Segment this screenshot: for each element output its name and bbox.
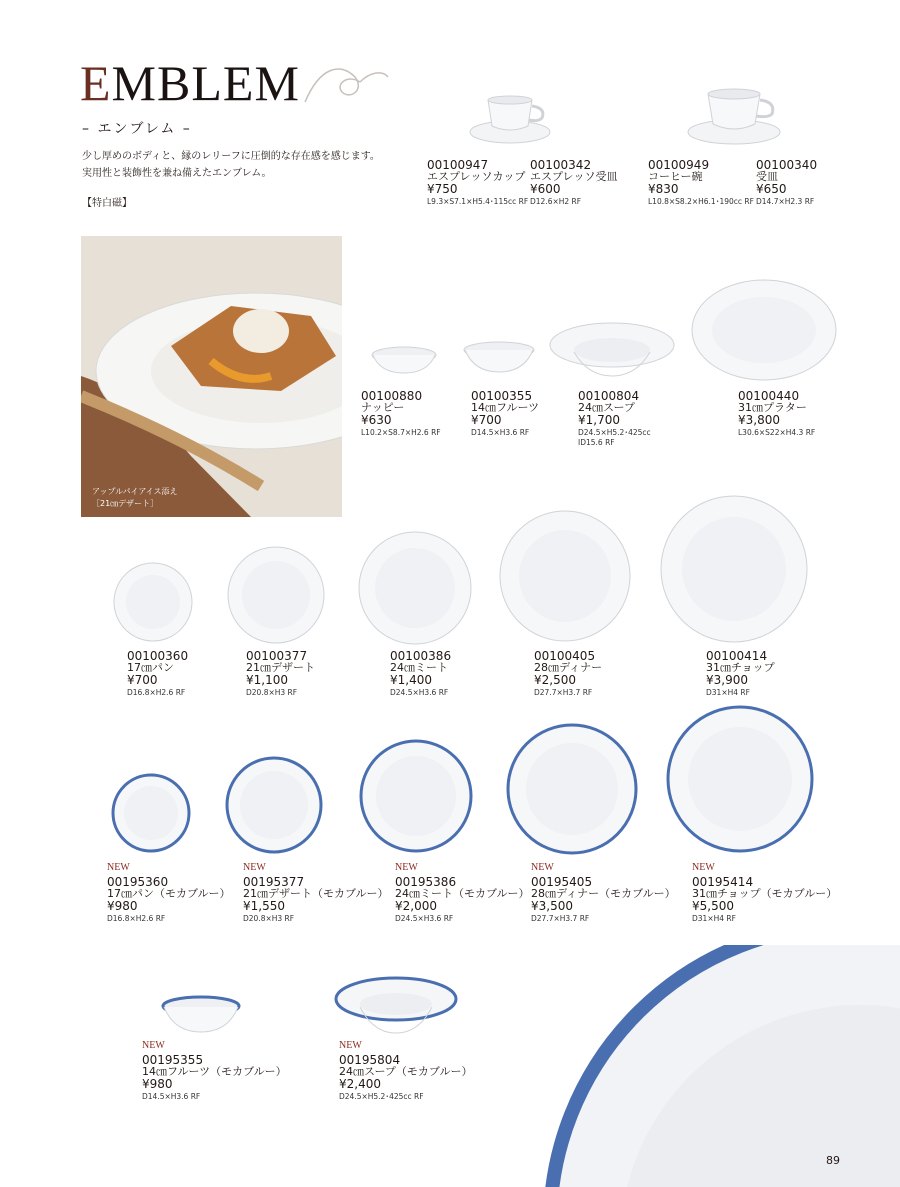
product-label (427, 159, 528, 207)
moka-plate-28cm-image (505, 722, 639, 856)
product-name: ナッピー (361, 401, 405, 414)
product-price: ¥630 (361, 413, 392, 427)
product-price: ¥750 (427, 182, 458, 196)
product-code: 00100880 (361, 389, 423, 403)
moka-plate-31cm-image (665, 704, 815, 854)
product-name: 31㎝プラター (738, 401, 807, 414)
page-title (80, 55, 300, 111)
description-line: 少し厚めのボディと、縁のレリーフに圧倒的な存在感を感じます。 (82, 151, 380, 162)
product-dims: L30.6×S22×H4.3 RF (738, 428, 816, 437)
product-code: 00100949 (648, 158, 710, 172)
product-label (738, 390, 815, 438)
product-code: 00195405 (531, 875, 593, 889)
moka-plate-21cm-image (224, 755, 324, 855)
product-name: 21㎝デザート（モカブルー） (243, 887, 389, 900)
plate-21cm-image (226, 545, 326, 645)
product-label (339, 1040, 472, 1102)
product-dims: D16.8×H2.6 RF (127, 688, 186, 697)
product-name: 21㎝デザート (246, 661, 315, 674)
product-dims: L9.3×S7.1×H5.4･115cc RF (427, 197, 529, 206)
product-dims: D14.5×H3.6 RF (471, 428, 530, 437)
product-label (390, 650, 451, 698)
product-price: ¥3,500 (531, 899, 573, 913)
product-name: 28㎝ディナー (534, 661, 603, 674)
product-dims: D24.5×H3.6 RF (395, 914, 454, 923)
product-name: 31㎝チョップ (706, 661, 775, 674)
moka-plate-closeup-image (520, 945, 900, 1187)
product-label (127, 650, 188, 698)
product-dims: D16.8×H2.6 RF (107, 914, 166, 923)
plate-24cm-image (357, 530, 473, 646)
new-badge: NEW (531, 862, 554, 873)
product-price: ¥1,550 (243, 899, 285, 913)
product-label (578, 390, 651, 448)
product-price: ¥980 (107, 899, 138, 913)
product-name: 17㎝パン（モカブルー） (107, 887, 231, 900)
espresso-cup-image (468, 90, 553, 150)
title-initial: E (80, 55, 112, 111)
product-price: ¥2,400 (339, 1077, 381, 1091)
product-code: 00195386 (395, 875, 457, 889)
product-name: 31㎝チョップ（モカブルー） (692, 887, 838, 900)
product-name: 24㎝スープ（モカブルー） (339, 1065, 473, 1078)
product-price: ¥1,700 (578, 413, 620, 427)
product-price: ¥830 (648, 182, 679, 196)
product-name: 17㎝パン (127, 661, 174, 674)
product-name: 14㎝フルーツ（モカブルー） (142, 1065, 287, 1078)
photo-caption-line: アップルパイアイス添え (92, 487, 178, 496)
product-dims: D14.7×H2.3 RF (756, 197, 815, 206)
flourish-ornament (300, 62, 390, 112)
product-code: 00100340 (756, 158, 818, 172)
product-code: 00100377 (246, 649, 308, 663)
new-badge: NEW (243, 862, 266, 873)
product-label (531, 862, 676, 924)
product-label (107, 862, 231, 924)
plate-31cm-image (659, 494, 809, 644)
product-label (756, 159, 817, 207)
product-code: 00195804 (339, 1053, 401, 1067)
product-name: 28㎝ディナー（モカブルー） (531, 887, 676, 900)
product-code: 00100947 (427, 158, 489, 172)
product-price: ¥1,100 (246, 673, 288, 687)
platter-image (690, 278, 838, 382)
product-name: 24㎝ミート (390, 661, 448, 674)
product-name: エスプレッソカップ (427, 170, 526, 183)
nappy-bowl-image (370, 345, 438, 375)
product-label (534, 650, 602, 698)
product-dims: D27.7×H3.7 RF (534, 688, 593, 697)
new-badge: NEW (395, 862, 418, 873)
product-code: 00100405 (534, 649, 596, 663)
product-code: 00100440 (738, 389, 800, 403)
product-price: ¥700 (127, 673, 158, 687)
moka-plate-24cm-image (358, 738, 474, 854)
product-price: ¥2,500 (534, 673, 576, 687)
product-code: 00100804 (578, 389, 640, 403)
product-dims: L10.8×S8.2×H6.1･190cc RF (648, 197, 754, 206)
product-price: ¥3,900 (706, 673, 748, 687)
product-dims: D14.5×H3.6 RF (142, 1092, 201, 1101)
title-rest: MBLEM (111, 55, 300, 111)
description-line: 実用性と装飾性を兼ね備えたエンブレム。 (82, 168, 272, 179)
product-price: ¥5,500 (692, 899, 734, 913)
product-price: ¥980 (142, 1077, 173, 1091)
new-badge: NEW (339, 1040, 362, 1051)
food-photo (81, 236, 342, 517)
product-label (530, 159, 617, 207)
coffee-cup-image (686, 82, 786, 152)
product-name: 14㎝フルーツ (471, 401, 540, 414)
product-name: コーヒー碗 (648, 170, 703, 183)
product-label (471, 390, 539, 438)
photo-caption-line: ［21㎝デザート］ (92, 499, 159, 508)
product-dims: D24.5×H5.2･425cc RF (339, 1092, 424, 1101)
subtitle: – エンブレム – (82, 121, 192, 137)
product-dims: D31×H4 RF (692, 914, 736, 923)
product-label (243, 862, 389, 924)
product-code: 00195360 (107, 875, 169, 889)
product-dims: D20.8×H3 RF (246, 688, 298, 697)
product-price: ¥1,400 (390, 673, 432, 687)
product-code: 00195377 (243, 875, 305, 889)
soup-plate-image (548, 320, 676, 378)
product-label (395, 862, 530, 924)
product-code: 00100342 (530, 158, 592, 172)
product-price: ¥2,000 (395, 899, 437, 913)
product-dims: D24.5×H5.2･425cc (578, 428, 651, 437)
product-label (246, 650, 315, 698)
product-code: 00195414 (692, 875, 754, 889)
product-code: 00100386 (390, 649, 452, 663)
plate-17cm-image (112, 561, 194, 643)
product-name: 受皿 (756, 170, 778, 183)
fruit-bowl-image (462, 340, 536, 374)
product-label (706, 650, 775, 698)
product-dims: D24.5×H3.6 RF (390, 688, 449, 697)
product-dims: D20.8×H3 RF (243, 914, 295, 923)
product-code: 00100355 (471, 389, 533, 403)
product-price: ¥700 (471, 413, 502, 427)
product-price: ¥600 (530, 182, 561, 196)
product-dims: L10.2×S8.7×H2.6 RF (361, 428, 441, 437)
moka-fruit-bowl-image (160, 994, 242, 1036)
photo-caption (92, 486, 178, 510)
product-label (648, 159, 754, 207)
plate-28cm-image (498, 509, 632, 643)
product-dims: ID15.6 RF (578, 438, 615, 447)
material-label: 【特白磁】 (82, 198, 132, 209)
product-label (361, 390, 441, 438)
moka-plate-17cm-image (110, 772, 192, 854)
product-label (692, 862, 837, 924)
product-name: 24㎝スープ (578, 401, 635, 414)
product-code: 00195355 (142, 1053, 204, 1067)
product-dims: D31×H4 RF (706, 688, 750, 697)
product-label (142, 1040, 287, 1102)
product-price: ¥650 (756, 182, 787, 196)
product-name: 24㎝ミート（モカブルー） (395, 887, 530, 900)
product-name: エスプレッソ受皿 (530, 170, 618, 183)
product-dims: D27.7×H3.7 RF (531, 914, 590, 923)
product-price: ¥3,800 (738, 413, 780, 427)
page-number: 89 (826, 1154, 840, 1167)
new-badge: NEW (107, 862, 130, 873)
new-badge: NEW (692, 862, 715, 873)
new-badge: NEW (142, 1040, 165, 1051)
description (82, 148, 380, 182)
moka-soup-plate-image (333, 975, 459, 1037)
product-code: 00100414 (706, 649, 768, 663)
product-code: 00100360 (127, 649, 189, 663)
product-dims: D12.6×H2 RF (530, 197, 582, 206)
